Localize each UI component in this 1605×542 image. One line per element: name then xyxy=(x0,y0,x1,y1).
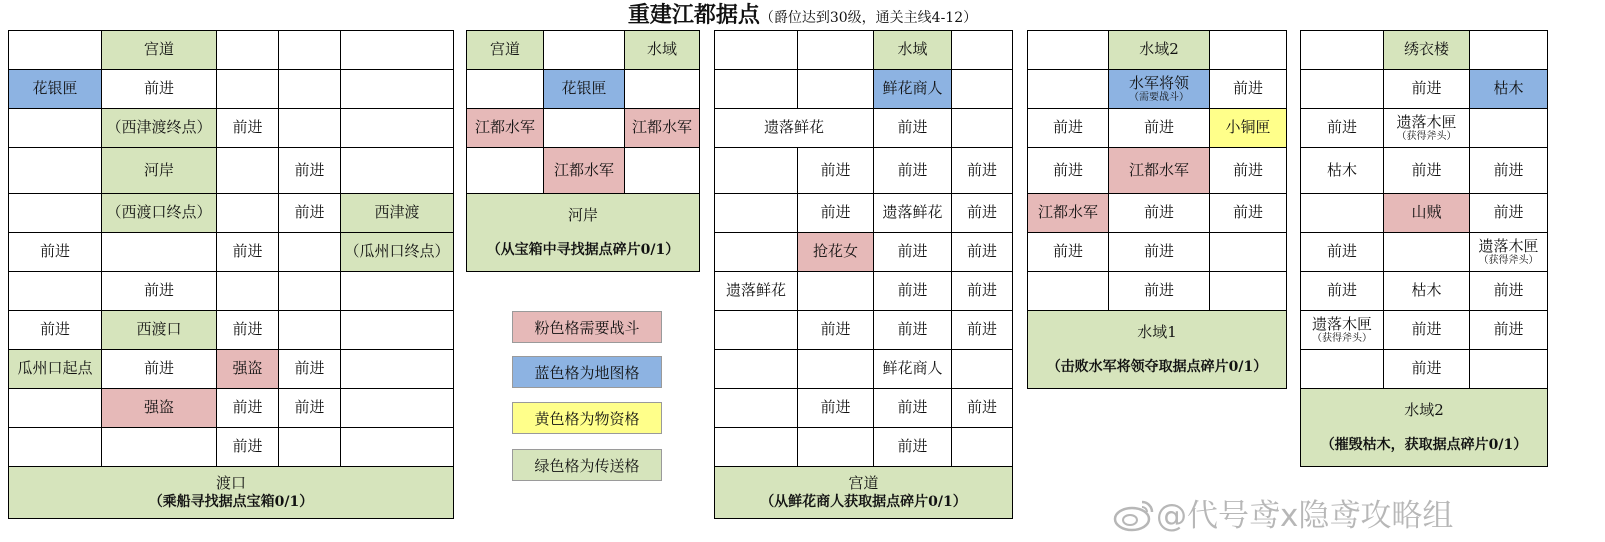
legend-blue: 蓝色格为地图格 xyxy=(512,356,662,388)
cell xyxy=(217,272,279,311)
cell xyxy=(952,31,1013,70)
cell xyxy=(341,148,454,194)
cell xyxy=(1028,31,1109,70)
legend-green: 绿色格为传送格 xyxy=(512,449,662,481)
cell-forward[interactable]: 前进 xyxy=(798,311,874,350)
cell-forward[interactable]: 前进 xyxy=(1470,311,1548,350)
section-name: 渡口 xyxy=(215,473,246,492)
section-task: （从宝箱中寻找据点碎片0/1） xyxy=(486,242,680,259)
cell-forward[interactable]: 前进 xyxy=(1470,148,1548,194)
cell xyxy=(798,350,874,389)
cell xyxy=(1470,31,1548,70)
cell-forward[interactable]: 前进 xyxy=(1301,233,1384,272)
cell-forward[interactable]: 前进 xyxy=(874,428,952,467)
cell-forward[interactable]: 前进 xyxy=(1470,194,1548,233)
cell-teleport[interactable]: 宫道 xyxy=(102,31,217,70)
cell xyxy=(217,70,279,109)
cell xyxy=(279,70,341,109)
cell xyxy=(9,272,102,311)
cell xyxy=(952,70,1013,109)
cell-map[interactable] xyxy=(1109,70,1210,109)
cell-teleport[interactable]: （西津渡终点） xyxy=(102,109,217,148)
cell-note: （需要战斗） xyxy=(1129,92,1189,104)
section-footer xyxy=(715,467,1013,519)
cell xyxy=(952,109,1013,148)
section-name: 水域2 xyxy=(1404,400,1444,419)
cell-forward[interactable]: 前进 xyxy=(874,389,952,428)
cell xyxy=(217,148,279,194)
cell-forward[interactable]: 前进 xyxy=(1210,194,1287,233)
cell xyxy=(279,31,341,70)
section-task: （击败水军将领夺取据点碎片0/1） xyxy=(1046,359,1268,376)
section-task: （从鲜花商人获取据点碎片0/1） xyxy=(760,494,967,511)
cell-forward[interactable]: 前进 xyxy=(952,233,1013,272)
cell xyxy=(544,109,625,148)
cell xyxy=(952,428,1013,467)
cell-forward[interactable]: 前进 xyxy=(1210,70,1287,109)
cell-forward[interactable]: 前进 xyxy=(1210,148,1287,194)
cell xyxy=(102,233,217,272)
cell-battle[interactable]: 江都水军 xyxy=(625,109,700,148)
cell xyxy=(9,109,102,148)
cell xyxy=(341,389,454,428)
page-title xyxy=(0,0,1605,30)
cell xyxy=(279,233,341,272)
cell-forward[interactable]: 前进 xyxy=(1301,272,1384,311)
legend-yellow: 黄色格为物资格 xyxy=(512,402,662,434)
cell-forward[interactable]: 前进 xyxy=(874,272,952,311)
grid-gongdao xyxy=(714,30,1013,519)
cell-forward[interactable]: 前进 xyxy=(217,109,279,148)
cell-forward[interactable]: 前进 xyxy=(217,428,279,467)
cell xyxy=(798,428,874,467)
cell-item[interactable]: 遗落鲜花 xyxy=(715,272,798,311)
cell xyxy=(715,311,798,350)
cell-forward[interactable]: 前进 xyxy=(9,233,102,272)
cell xyxy=(1210,233,1287,272)
cell xyxy=(715,194,798,233)
cell-teleport[interactable]: （瓜州口终点） xyxy=(341,233,454,272)
cell xyxy=(1470,109,1548,148)
cell xyxy=(715,31,798,70)
cell-label: 遗落木匣 xyxy=(1478,236,1539,255)
cell-forward[interactable]: 前进 xyxy=(1384,70,1470,109)
cell-teleport[interactable]: 水域 xyxy=(625,31,700,70)
cell xyxy=(1301,70,1384,109)
cell-forward[interactable]: 前进 xyxy=(279,350,341,389)
section-task: （乘船寻找据点宝箱0/1） xyxy=(148,494,314,511)
cell xyxy=(1384,233,1470,272)
cell-battle[interactable]: 抢花女 xyxy=(798,233,874,272)
cell xyxy=(715,350,798,389)
cell xyxy=(467,148,544,194)
cell-teleport[interactable]: 宫道 xyxy=(467,31,544,70)
cell xyxy=(341,31,454,70)
cell-battle[interactable]: 强盗 xyxy=(102,389,217,428)
cell-forward[interactable]: 前进 xyxy=(279,194,341,233)
cell-label: 水军将领 xyxy=(1128,73,1189,92)
cell xyxy=(279,109,341,148)
weibo-icon xyxy=(1112,498,1156,532)
watermark xyxy=(1112,490,1453,535)
cell xyxy=(9,31,102,70)
cell-battle[interactable]: 江都水军 xyxy=(1109,148,1210,194)
cell-battle[interactable]: 江都水军 xyxy=(544,148,625,194)
cell-note: （获得斧头） xyxy=(1396,131,1457,143)
cell xyxy=(467,70,544,109)
cell xyxy=(715,428,798,467)
cell xyxy=(341,70,454,109)
cell xyxy=(798,31,874,70)
cell-forward[interactable]: 前进 xyxy=(874,148,952,194)
cell xyxy=(341,350,454,389)
cell-teleport[interactable]: 西津渡 xyxy=(341,194,454,233)
grid-dukou xyxy=(8,30,454,519)
cell xyxy=(279,272,341,311)
cell xyxy=(1301,350,1384,389)
section-footer xyxy=(1028,311,1287,389)
cell-item[interactable]: 枯木 xyxy=(1384,272,1470,311)
cell-forward[interactable]: 前进 xyxy=(1109,109,1210,148)
cell xyxy=(1301,194,1384,233)
cell xyxy=(341,428,454,467)
cell-forward[interactable]: 前进 xyxy=(1470,272,1548,311)
section-footer xyxy=(467,194,700,272)
cell xyxy=(341,109,454,148)
section-name: 水域1 xyxy=(1137,322,1177,341)
grid-shuiyu1 xyxy=(1027,30,1287,389)
cell-forward[interactable]: 前进 xyxy=(952,389,1013,428)
cell-note: （获得斧头） xyxy=(1478,255,1539,267)
cell-forward[interactable]: 前进 xyxy=(1028,233,1109,272)
cell xyxy=(798,272,874,311)
cell-battle[interactable]: 江都水军 xyxy=(1028,194,1109,233)
cell xyxy=(217,194,279,233)
cell-battle[interactable]: 江都水军 xyxy=(467,109,544,148)
cell-forward[interactable]: 前进 xyxy=(102,272,217,311)
section-footer xyxy=(9,467,454,519)
cell-forward[interactable]: 前进 xyxy=(952,148,1013,194)
cell-teleport[interactable]: 绣衣楼 xyxy=(1384,31,1470,70)
section-name: 河岸 xyxy=(567,205,598,224)
cell-forward[interactable]: 前进 xyxy=(798,389,874,428)
cell-teleport[interactable]: 水域 xyxy=(874,31,952,70)
cell xyxy=(715,70,798,109)
cell xyxy=(9,148,102,194)
cell-item[interactable] xyxy=(1470,233,1548,272)
cell xyxy=(341,311,454,350)
cell xyxy=(715,148,798,194)
cell-map[interactable]: 枯木 xyxy=(1470,70,1548,109)
cell-forward[interactable]: 前进 xyxy=(9,311,102,350)
cell-teleport[interactable]: （西渡口终点） xyxy=(102,194,217,233)
cell-label: 遗落木匣 xyxy=(1396,112,1457,131)
grid-shuiyu2 xyxy=(1300,30,1548,467)
cell xyxy=(9,194,102,233)
cell-forward[interactable]: 前进 xyxy=(102,350,217,389)
legend-pink: 粉色格需要战斗 xyxy=(512,311,662,343)
cell xyxy=(1028,70,1109,109)
cell-battle[interactable]: 强盗 xyxy=(217,350,279,389)
cell-teleport[interactable]: 瓜州口起点 xyxy=(9,350,102,389)
cell-forward[interactable]: 前进 xyxy=(1109,233,1210,272)
cell-map[interactable]: 花银匣 xyxy=(544,70,625,109)
cell xyxy=(798,70,874,109)
cell xyxy=(715,389,798,428)
cell-label: 遗落木匣 xyxy=(1311,314,1372,333)
cell-forward[interactable]: 前进 xyxy=(798,148,874,194)
cell-forward[interactable]: 前进 xyxy=(1384,350,1470,389)
cell-forward[interactable]: 前进 xyxy=(952,272,1013,311)
cell-teleport[interactable]: 西渡口 xyxy=(102,311,217,350)
cell-forward[interactable]: 前进 xyxy=(217,233,279,272)
cell-item[interactable]: 遗落鲜花 xyxy=(874,194,952,233)
cell-forward[interactable]: 前进 xyxy=(1384,311,1470,350)
cell-forward[interactable]: 前进 xyxy=(952,194,1013,233)
cell-note: （获得斧头） xyxy=(1312,333,1372,345)
cell-item[interactable]: 鲜花商人 xyxy=(874,350,952,389)
cell-forward[interactable]: 前进 xyxy=(874,109,952,148)
cell-map[interactable]: 鲜花商人 xyxy=(874,70,952,109)
cell-forward[interactable]: 前进 xyxy=(798,194,874,233)
cell xyxy=(625,148,700,194)
cell-teleport[interactable]: 水域2 xyxy=(1109,31,1210,70)
cell xyxy=(952,350,1013,389)
cell-forward[interactable]: 前进 xyxy=(874,233,952,272)
section-task: （摧毁枯木，获取据点碎片0/1） xyxy=(1320,437,1528,454)
cell-forward[interactable]: 前进 xyxy=(1301,109,1384,148)
watermark-text: @代号鸢x隐鸢攻略组 xyxy=(1156,498,1454,534)
cell-supply[interactable]: 小铜匣 xyxy=(1210,109,1287,148)
cell-forward[interactable]: 前进 xyxy=(1109,272,1210,311)
cell xyxy=(544,31,625,70)
cell xyxy=(217,31,279,70)
cell xyxy=(9,428,102,467)
cell-forward[interactable]: 前进 xyxy=(217,311,279,350)
cell xyxy=(279,311,341,350)
cell-item[interactable]: 枯木 xyxy=(1301,148,1384,194)
cell-item[interactable] xyxy=(1384,109,1470,148)
cell-item[interactable] xyxy=(1301,311,1384,350)
cell-forward[interactable]: 前进 xyxy=(217,389,279,428)
cell xyxy=(1210,272,1287,311)
cell-forward[interactable]: 前进 xyxy=(952,311,1013,350)
cell xyxy=(1210,31,1287,70)
cell-battle[interactable]: 山贼 xyxy=(1384,194,1470,233)
cell-forward[interactable]: 前进 xyxy=(279,389,341,428)
cell xyxy=(625,70,700,109)
cell xyxy=(1028,272,1109,311)
cell-forward[interactable]: 前进 xyxy=(874,311,952,350)
cell-forward[interactable]: 前进 xyxy=(1384,148,1470,194)
cell-forward[interactable]: 前进 xyxy=(1109,194,1210,233)
cell-forward[interactable]: 前进 xyxy=(279,148,341,194)
cell xyxy=(1470,350,1548,389)
cell xyxy=(9,389,102,428)
cell xyxy=(341,272,454,311)
section-name: 宫道 xyxy=(848,473,879,492)
cell xyxy=(279,428,341,467)
cell-item[interactable]: 遗落鲜花 xyxy=(715,109,874,148)
cell-forward[interactable]: 前进 xyxy=(1028,148,1109,194)
grid-hean xyxy=(466,30,700,272)
cell xyxy=(1301,31,1384,70)
cell-forward[interactable]: 前进 xyxy=(102,70,217,109)
cell-teleport[interactable]: 河岸 xyxy=(102,148,217,194)
cell xyxy=(102,428,217,467)
title-condition: （爵位达到30级，通关主线4-12） xyxy=(759,10,978,26)
section-footer xyxy=(1301,389,1548,467)
cell-map[interactable]: 花银匣 xyxy=(9,70,102,109)
title-main: 重建江都据点 xyxy=(627,2,760,28)
cell xyxy=(715,233,798,272)
cell-forward[interactable]: 前进 xyxy=(1028,109,1109,148)
